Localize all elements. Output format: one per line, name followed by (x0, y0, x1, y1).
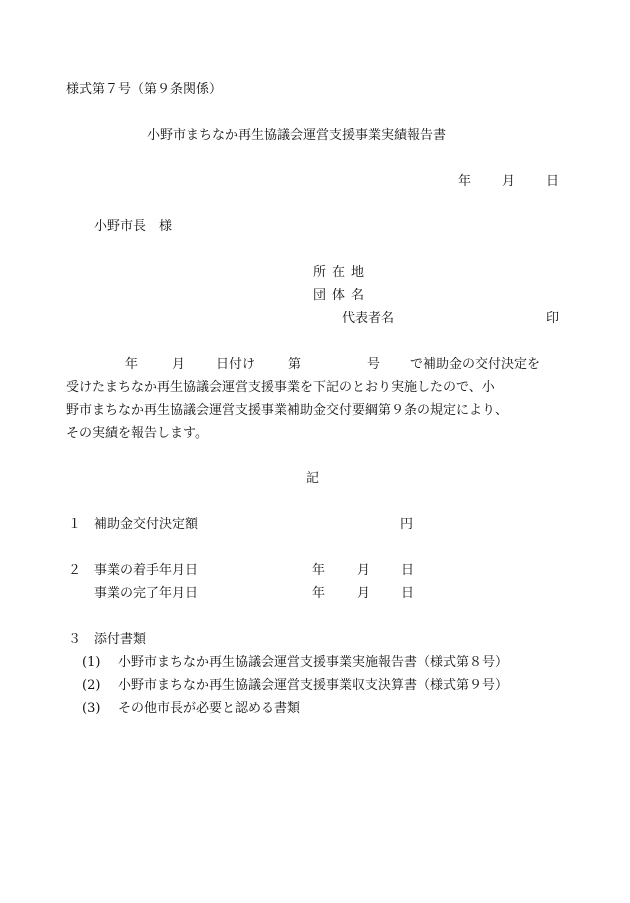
attachment-3-number: (3) (82, 701, 101, 716)
item2-end-day: 日 (401, 586, 415, 601)
attachment-1-text: 小野市まちなか再生協議会運営支援事業実施報告書（様式第８号） (118, 655, 509, 670)
item2-end-month: 月 (357, 586, 371, 601)
attachment-2-text: 小野市まちなか再生協議会運営支援事業収支決算書（様式第９号） (118, 678, 509, 693)
item2-end-label: 事業の完了年月日 (94, 586, 199, 601)
document-title: 小野市まちなか再生協議会運営支援事業実績報告書 (147, 128, 447, 143)
date-day-label: 日 (546, 174, 560, 189)
item3-label: 添付書類 (94, 632, 147, 647)
attachment-1-number: (1) (82, 655, 101, 670)
attachment-2-number: (2) (82, 678, 101, 693)
body-number-prefix: 第 (288, 357, 302, 372)
body-date-suffix: 日付け (216, 357, 256, 372)
body-line3: 野市まちなか再生協議会運営支援事業補助金交付要綱第９条の規定により、 (66, 403, 509, 418)
body-line1-text: で補助金の交付決定を (410, 357, 541, 372)
ki-heading: 記 (306, 471, 320, 486)
body-year-label: 年 (125, 357, 139, 372)
item2-start-label: 事業の着手年月日 (94, 563, 199, 578)
item3-number: ３ (68, 632, 82, 647)
body-number-suffix: 号 (367, 357, 381, 372)
address-label: 所在地 (313, 265, 371, 280)
representative-label: 代表者名 (342, 311, 395, 326)
date-month-label: 月 (502, 174, 516, 189)
item1-number: １ (68, 517, 82, 532)
item2-start-month: 月 (357, 563, 371, 578)
item2-start-day: 日 (401, 563, 415, 578)
item1-unit: 円 (400, 517, 414, 532)
seal-mark: 印 (546, 311, 560, 326)
item2-number: ２ (68, 563, 82, 578)
body-line2: 受けたまちなか再生協議会運営支援事業を下記のとおり実施したので、小 (66, 380, 495, 395)
body-month-label: 月 (172, 357, 186, 372)
addressee: 小野市長 様 (94, 219, 173, 234)
item2-start-year: 年 (312, 563, 326, 578)
item2-end-year: 年 (312, 586, 326, 601)
date-year-label: 年 (458, 174, 472, 189)
body-line4: その実績を報告します。 (66, 426, 208, 441)
attachment-3-text: その他市長が必要と認める書類 (118, 701, 301, 716)
group-name-label: 団体名 (313, 288, 371, 303)
form-number: 様式第７号（第９条関係） (66, 82, 223, 97)
item1-label: 補助金交付決定額 (94, 517, 199, 532)
